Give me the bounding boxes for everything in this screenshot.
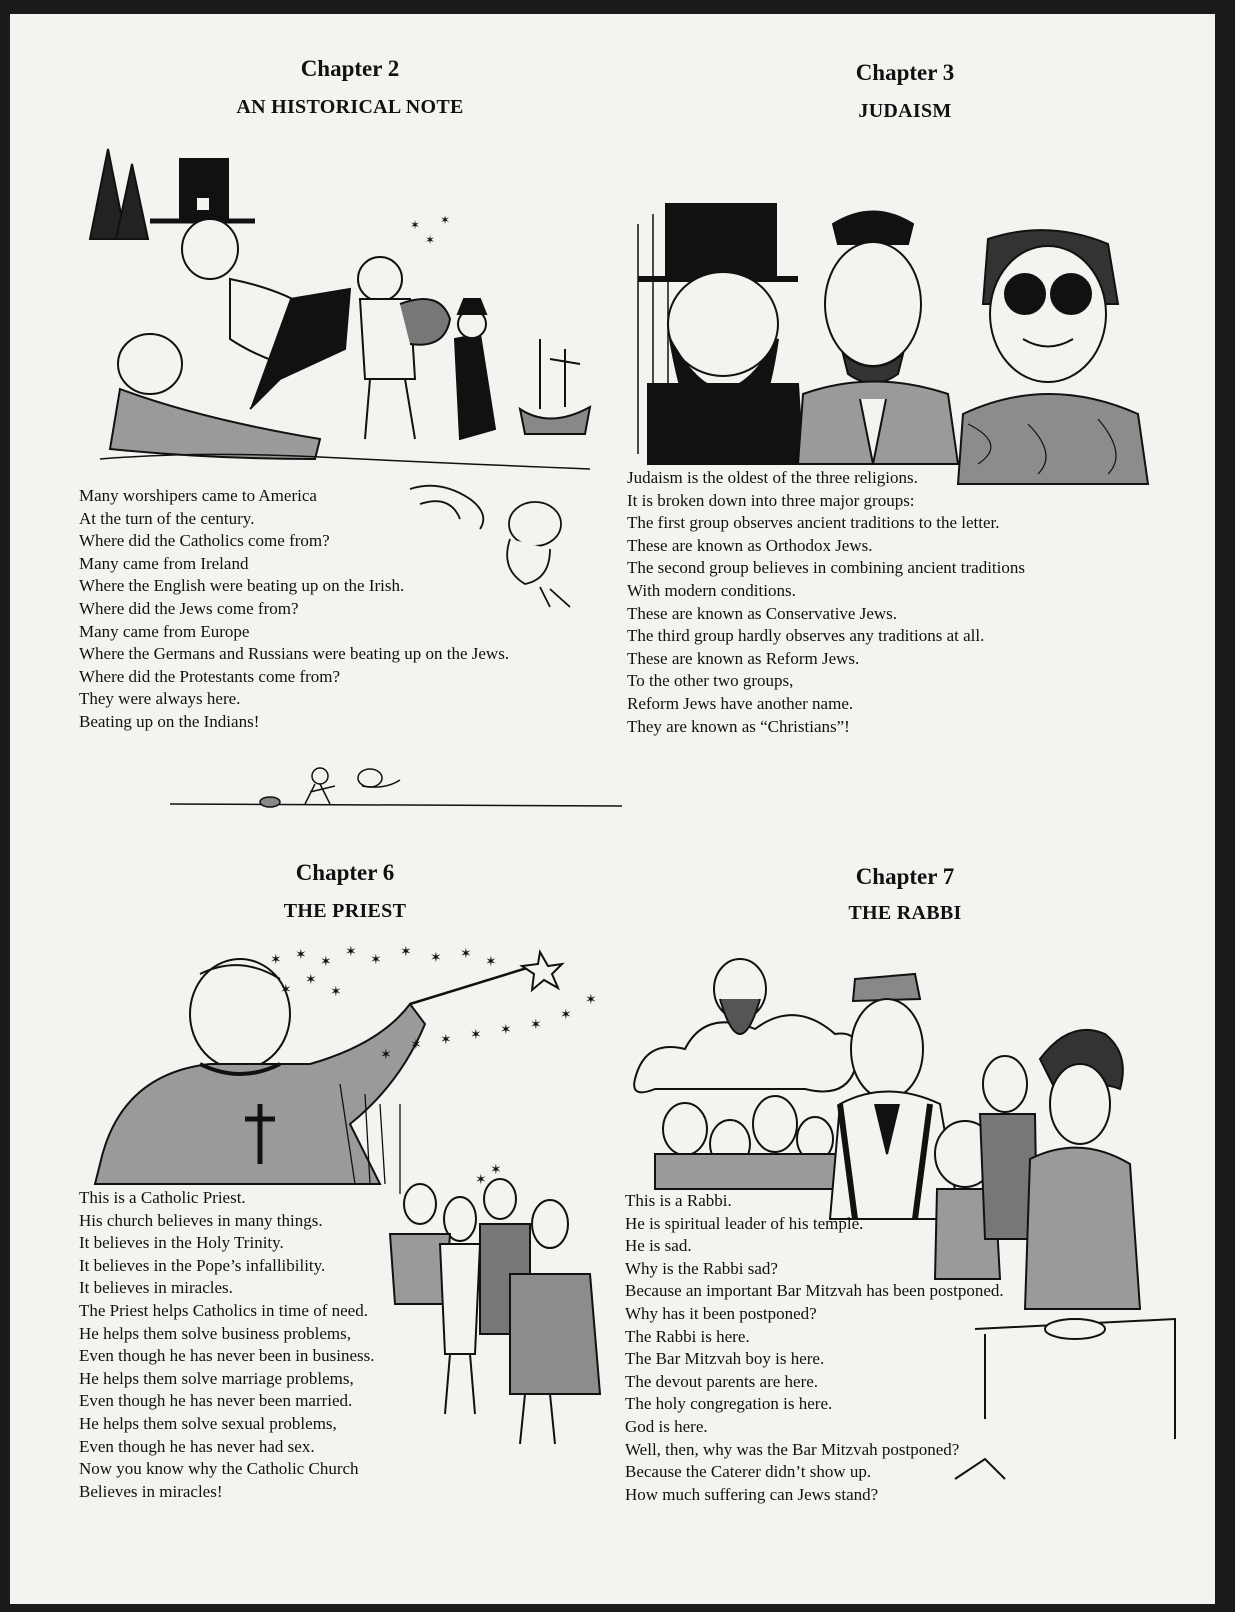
- text-line: They are known as “Christians”!: [627, 716, 850, 736]
- chapter-7-heading: Chapter 7: [855, 864, 955, 889]
- text-line: These are known as Reform Jews.: [627, 648, 860, 668]
- text-line: Even though he has never been married.: [79, 1391, 353, 1411]
- text-line: The Priest helps Catholics in time of need.: [79, 1300, 368, 1320]
- text-line: He is sad.: [625, 1236, 692, 1256]
- svg-text:✶: ✶: [320, 954, 332, 970]
- text-line: Why is the Rabbi sad?: [625, 1258, 778, 1278]
- text-line: Where the Germans and Russians were beating up on the Jews.: [79, 644, 510, 664]
- text-line: The Rabbi is here.: [625, 1326, 750, 1346]
- text-line: Where did the Jews come from?: [79, 598, 299, 618]
- chapter-3-title: JUDAISM: [858, 100, 952, 122]
- chapter-6-heading: Chapter 6: [295, 860, 395, 885]
- chapter-3-text: [627, 467, 1025, 738]
- text-line: God is here.: [625, 1416, 708, 1436]
- text-line: Where the English were beating up on the Irish.: [79, 576, 405, 596]
- chapter-3-heading: Chapter 3: [855, 60, 955, 85]
- text-line: Judaism is the oldest of the three religions.: [627, 468, 918, 487]
- svg-text:✶: ✶: [560, 1007, 572, 1023]
- svg-text:✶: ✶: [400, 944, 412, 960]
- chapter-7-text: [625, 1190, 1004, 1506]
- text-line: The first group observes ancient traditions to the letter.: [627, 513, 1000, 533]
- text-line: The holy congregation is here.: [625, 1394, 833, 1414]
- text-line: Beating up on the Indians!: [79, 711, 260, 731]
- text-line: Now you know why the Catholic Church: [79, 1459, 359, 1479]
- text-line: Reform Jews have another name.: [627, 693, 854, 713]
- text-line: Well, then, why was the Bar Mitzvah postponed?: [625, 1439, 960, 1459]
- svg-text:✶: ✶: [430, 950, 442, 966]
- text-line: How much suffering can Jews stand?: [625, 1484, 879, 1504]
- text-line: Many came from Ireland: [79, 553, 249, 573]
- chapter-6-title: THE PRIEST: [283, 900, 407, 922]
- svg-text:✶: ✶: [485, 954, 497, 970]
- svg-text:✶: ✶: [440, 213, 451, 227]
- text-line: With modern conditions.: [627, 580, 796, 600]
- text-line: Many worshipers came to America: [79, 486, 317, 505]
- text-line: He is spiritual leader of his temple.: [625, 1213, 864, 1233]
- text-line: Where did the Catholics come from?: [79, 531, 330, 551]
- text-line: This is a Rabbi.: [625, 1191, 732, 1210]
- text-line: The devout parents are here.: [625, 1371, 819, 1391]
- chapter-6-text: [79, 1187, 375, 1503]
- text-line: Many came from Europe: [79, 621, 250, 641]
- svg-text:✶: ✶: [295, 947, 307, 963]
- magazine-page: [10, 14, 1215, 1604]
- text-line: Even though he has never had sex.: [79, 1436, 315, 1456]
- pilgrims-fighting-illustration: [80, 139, 600, 479]
- text-line: Because the Caterer didn’t show up.: [625, 1462, 872, 1482]
- svg-text:✶: ✶: [305, 972, 317, 988]
- chapter-2-heading: Chapter 2: [300, 56, 400, 81]
- text-line: The second group believes in combining ancient traditions: [627, 558, 1025, 578]
- svg-text:✶: ✶: [530, 1017, 542, 1033]
- text-line: It believes in the Pope’s infallibility.: [79, 1255, 326, 1275]
- text-line: It believes in the Holy Trinity.: [79, 1233, 284, 1253]
- text-line: Because an important Bar Mitzvah has been postponed.: [625, 1281, 1004, 1301]
- text-line: The Bar Mitzvah boy is here.: [625, 1349, 825, 1369]
- chapter-7-title: THE RABBI: [848, 902, 962, 924]
- svg-text:✶: ✶: [585, 992, 597, 1008]
- text-line: To the other two groups,: [627, 671, 794, 691]
- svg-text:✶: ✶: [280, 982, 292, 998]
- svg-text:✶: ✶: [370, 952, 382, 968]
- text-line: Why has it been postponed?: [625, 1303, 817, 1323]
- text-line: He helps them solve sexual problems,: [79, 1413, 337, 1433]
- text-line: These are known as Conservative Jews.: [627, 603, 898, 623]
- svg-text:✶: ✶: [410, 1037, 422, 1053]
- svg-text:✶: ✶: [410, 218, 421, 232]
- svg-text:✶: ✶: [490, 1162, 502, 1178]
- text-line: Even though he has never been in business.: [79, 1346, 375, 1366]
- svg-text:✶: ✶: [330, 984, 342, 1000]
- text-line: It is broken down into three major groups:: [627, 490, 915, 510]
- chapter-2-text: [79, 485, 509, 734]
- text-line: It believes in miracles.: [79, 1278, 233, 1298]
- svg-text:✶: ✶: [440, 1032, 452, 1048]
- text-line: They were always here.: [79, 689, 241, 709]
- svg-text:✶: ✶: [475, 1172, 487, 1188]
- text-line: These are known as Orthodox Jews.: [627, 535, 873, 555]
- divider-doodle: [170, 756, 630, 816]
- svg-text:✶: ✶: [425, 233, 436, 247]
- svg-text:✶: ✶: [460, 946, 472, 962]
- svg-text:✶: ✶: [270, 952, 282, 968]
- svg-text:✶: ✶: [500, 1022, 512, 1038]
- text-line: At the turn of the century.: [79, 508, 255, 528]
- text-line: He helps them solve business problems,: [79, 1323, 351, 1343]
- text-line: His church believes in many things.: [79, 1210, 323, 1230]
- text-line: This is a Catholic Priest.: [79, 1188, 246, 1207]
- text-line: Believes in miracles!: [79, 1481, 223, 1501]
- svg-text:✶: ✶: [380, 1047, 392, 1063]
- text-line: Where did the Protestants come from?: [79, 666, 341, 686]
- text-line: The third group hardly observes any traditions at all.: [627, 626, 985, 646]
- svg-text:✶: ✶: [470, 1027, 482, 1043]
- svg-text:✶: ✶: [345, 944, 357, 960]
- text-line: He helps them solve marriage problems,: [79, 1368, 354, 1388]
- chapter-2-title: AN HISTORICAL NOTE: [236, 96, 464, 118]
